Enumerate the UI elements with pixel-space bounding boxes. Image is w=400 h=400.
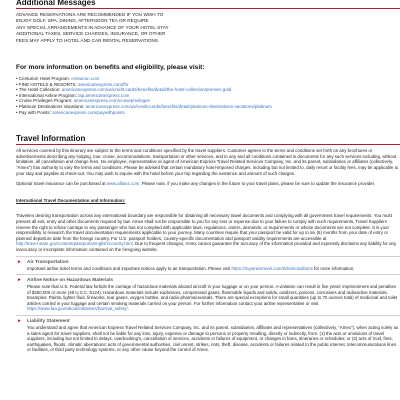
faa-hazmat-link[interactable]: https://www.faa.gov/about/initiatives/hazmat_safety/ (27, 306, 128, 312)
liability-statement-title: Liability Statement (27, 319, 70, 325)
section-divider (16, 8, 400, 9)
travel-state-link[interactable]: http://travel.state.gov/content/passports/english/country.html (16, 241, 133, 247)
subsection-divider (16, 274, 400, 275)
benefit-label: • FINE HOTELS & RESORTS: (16, 81, 79, 87)
arrow-bullet-icon: ► (17, 259, 22, 265)
subsection-divider (16, 315, 400, 316)
benefit-link[interactable]: americanexpress.com/cruiseprivileges (73, 98, 150, 104)
benefits-links-list (16, 76, 400, 115)
air-text-end: for more information. (312, 265, 355, 271)
benefits-title: For more information on benefits and eligibility, please visit: (16, 64, 205, 72)
travel-information-section (16, 134, 400, 353)
benefit-link[interactable]: iap.americanexpress.com (78, 92, 130, 98)
hazardous-materials-title: Airline Notice on Hazardous Materials (27, 278, 114, 284)
intl-documentation-paragraph (16, 213, 400, 252)
additional-messages-title: Additional Messages (16, 0, 96, 7)
benefits-section (16, 64, 400, 115)
benefit-link[interactable]: americanexpress.com/fhr (78, 81, 129, 87)
benefit-link[interactable]: americanexpress.com/us/credit-cards/benefits/detail/platinum-destinations-vacations/platinum (85, 104, 272, 109)
section-divider (16, 144, 400, 145)
terms-paragraph: All services covered by this itinerary are subject to the terms and conditions specified by the travel suppliers. Customer agrees to the terms and conditions set forth on any brochures or advertisements describing any lodging, tour, cruise, accommodations, transportation or other services, and to any and all conditions contained in documents for any such services including, without limitation, all cancellation and change fees. No employee, representative or agent of American Express Travel Related Services Company, Inc. and its parent, subsidiaries or affiliates (collectively, "Amex") has authority to vary the terms and conditions. Please be advised that certain mandatory hotel-imposed charges, including but not limited to, daily resort or facility fees, may be applicable to your stay and payable at check-out. You may wish to inquire with the hotel before your trip regarding the existence and amount of such charges. (16, 148, 399, 176)
benefit-label: • Pay with Points: (16, 109, 53, 115)
intl-doc-text-end: . Due to frequent changes, Amex cannot guarantee the accuracy of the information provided and expressly disclaims any liability for any inaccuracy or incomplete information contained on the foregoing website. (16, 241, 397, 252)
additional-message-line: ENJOY GOLF, SPA, DINING, AFTERNOON TEA OR REQUIRE (16, 18, 149, 24)
air-transportation-item (16, 260, 400, 272)
ticket-conditions-link[interactable]: https://myamextravel.com/ticketconditions (231, 265, 313, 271)
additional-message-line: FEES MAY APPLY TO HOTEL AND CAR RENTAL RESERVATIONS (16, 37, 159, 43)
insurance-text-end: . Please note, if you make any changes in the future to your travel plans, please be sure to update the insurance provider. (139, 181, 376, 187)
air-text: Important airline ticket terms and conditions and important notices apply to air transportation. Please visit (27, 265, 232, 271)
air-transportation-title: Air Transportation (27, 259, 69, 265)
benefit-label: • Cruise Privileges Program: (16, 98, 74, 104)
liability-statement-body: You understand and agree that American Express Travel Related Services Company, Inc. and its parent, subsidiaries, affiliates and representatives (collectively, "Amex"), when acting solely as a sales agent for travel suppliers, shall not be liable for any loss, injury, expense or damage to persons or property resulting, directly or indirectly, from: (1) the acts or omissions of travel suppliers, including but not limited to delays, overbooking's, cancellation of services, accidents or failures of equipment, or changes in fares, itineraries or schedules; or (2) acts of God, fires, earthquakes, floods, climatic aberrations; acts of governmental authorities, civil unrest, strikes, riots, theft, disease, accidents or failures related to the public internet, telecommunications lines or facilities, or third party technology systems, or any other cause beyond the control of Amex. (27, 325, 399, 353)
itinerary-page (16, 0, 400, 353)
arrow-bullet-icon: ► (17, 319, 22, 325)
additional-messages-list (16, 12, 400, 44)
benefit-link[interactable]: centurion.com (71, 76, 100, 82)
benefit-link[interactable]: americanexpress.com/paywithpoints (52, 109, 125, 115)
additional-message-line: ANY SPECIAL ARRANGEMENTS IN ADVANCE OF YOUR HOTEL STAY (16, 24, 169, 30)
insurance-link[interactable]: www.allianz.com (106, 181, 140, 187)
haz-text: Please note that U.S. Federal law forbids the carriage of hazardous materials aboard aircraft in your luggage or on your person. A violation can result in five years' imprisonment and penalties of $250,000 or more (49 U.S.C. 5124). Hazardous materials include explosives, compressed gases, flammable liquids and solids, oxidizers, poisons, corrosives and radioactive materials. Examples: Paints, lighter fluid, fireworks, tear gases, oxygen bottles, and radio-pharmaceuticals. There are special exceptions for small quantities (up to 70 ounces total) of medicinal and toilet articles carried in your luggage and certain smoking materials carried on your person. For further information contact your airline representative or visit (27, 284, 398, 306)
benefit-link[interactable]: americanexpress.com/us/credit-cards/benefits/detail/the-hotel-collection/premier-gold (61, 87, 232, 93)
additional-message-line: ADVANCE RESERVATIONS ARE RECOMMENDED IF YOU WISH TO (16, 12, 164, 17)
benefit-label: • Platinum Destinations Vacations: (16, 104, 86, 109)
hazardous-materials-item (16, 278, 400, 312)
additional-message-line: ADDITIONAL TAXES, SERVICE CHARGES, INSURANCE, OR OTHER (16, 31, 166, 37)
intl-documentation-heading: International Travel Documentation and Information: (16, 197, 126, 203)
insurance-text: Optional travel insurance can be purchased at (16, 181, 107, 187)
air-transportation-body (27, 266, 400, 272)
benefit-label: • International Airline Program: (16, 92, 79, 98)
benefit-label: • Centurion Hotel Program: (16, 76, 72, 82)
subsection-divider (16, 256, 400, 257)
additional-messages-section (16, 0, 400, 44)
benefit-label: • The Hotel Collection: (16, 87, 62, 93)
liability-statement-item (16, 319, 400, 353)
travel-information-title: Travel Information (16, 134, 86, 144)
hazardous-materials-body (27, 284, 400, 312)
benefit-item (16, 110, 400, 116)
arrow-bullet-icon: ► (17, 278, 22, 284)
intl-doc-text: Travelers desiring transportation across any international boundary are responsible for obtaining all necessary travel documents and complying with all government travel requirements. You must present all exit, entry and other documents required by law. Amex shall not be responsible to you for any loss or expense due to your failure to comply with such requirements. Travel Suppliers reserve the right to refuse carriage to any passenger who has not complied with applicable laws, regulations, orders, demands, or requirements or whose documents are not complete. It is your responsibility to research the travel documentation requirements applicable to your journey. Many countries require that your passport be valid for up to six (6) months from your date of entry or planned departure date from the foreign country. For U.S. passport holders, country-specific documentation and passport validity requirements are accessible at (16, 213, 392, 241)
insurance-paragraph (16, 181, 400, 187)
haz-text-end: . (127, 306, 129, 312)
